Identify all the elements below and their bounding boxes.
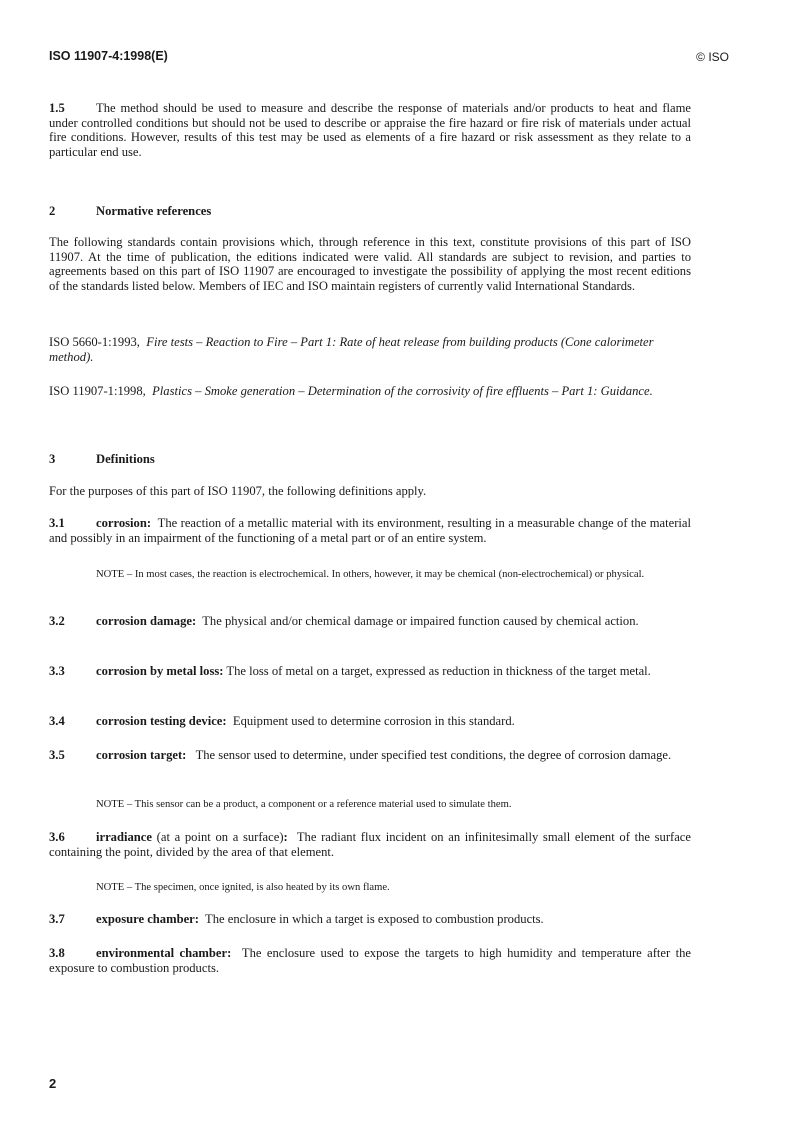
definition-number: 3.4 — [49, 714, 65, 728]
section-title: Normative references — [96, 204, 212, 218]
definition-3-3 — [49, 664, 691, 679]
note-3-5: NOTE – This sensor can be a product, a component or a reference material used to simulate them. — [96, 799, 512, 810]
definition-text: Equipment used to determine corrosion in this standard. — [232, 714, 515, 728]
definition-term: corrosion testing device: — [96, 714, 227, 728]
definition-3-6 — [49, 830, 691, 859]
definition-number: 3.7 — [49, 912, 65, 926]
note-3-1: NOTE – In most cases, the reaction is electrochemical. In others, however, it may be chemical (non-electrochemical) or physical. — [96, 569, 645, 580]
definition-number: 3.2 — [49, 614, 65, 628]
definition-text: The physical and/or chemical damage or impaired function caused by chemical action. — [202, 614, 639, 628]
definition-3-5 — [49, 748, 691, 763]
copyright-mark: © ISO — [696, 50, 729, 64]
reference-id: ISO 11907-1:1998, — [49, 384, 146, 398]
reference-title: Plastics – Smoke generation – Determination of the corrosivity of fire effluents – Part 1: Guidance. — [152, 384, 653, 398]
definition-term: corrosion by metal loss: — [96, 664, 224, 678]
note-3-6: NOTE – The specimen, once ignited, is also heated by its own flame. — [96, 882, 390, 893]
definition-term: irradiance — [96, 830, 152, 844]
section-heading-2 — [49, 204, 691, 219]
section-number: 2 — [49, 204, 56, 218]
definition-text: The enclosure in which a target is exposed to combustion products. — [205, 912, 544, 926]
definition-text: The sensor used to determine, under specified test conditions, the degree of corrosion damage. — [195, 748, 672, 762]
definition-number: 3.6 — [49, 830, 65, 844]
definition-text: The enclosure used to expose the targets to high humidity and temperature after the exposure to combustion products. — [49, 946, 691, 975]
definition-number: 3.3 — [49, 664, 65, 678]
definition-text: The reaction of a metallic material with its environment, resulting in a measurable change of the material and possibly in an impairment of the functioning of a metal part or of an entire system. — [49, 516, 691, 545]
definition-term: corrosion: — [96, 516, 152, 530]
clause-number: 1.5 — [49, 101, 65, 115]
definition-number: 3.1 — [49, 516, 65, 530]
definition-colon: : — [283, 830, 288, 844]
definition-qualifier: (at a point on a surface) — [156, 830, 284, 844]
clause-1-5 — [49, 101, 691, 159]
section-heading-3 — [49, 452, 691, 467]
definitions-intro: For the purposes of this part of ISO 11907, the following definitions apply. — [49, 484, 427, 498]
reference-title: Fire tests – Reaction to Fire – Part 1: Rate of heat release from building products (Cone calorimeter method). — [49, 335, 654, 364]
reference-id: ISO 5660-1:1993, — [49, 335, 140, 349]
section-title: Definitions — [96, 452, 155, 466]
definition-3-8 — [49, 946, 691, 975]
definition-number: 3.5 — [49, 748, 65, 762]
definition-number: 3.8 — [49, 946, 65, 960]
definition-term: corrosion damage: — [96, 614, 197, 628]
section-number: 3 — [49, 452, 56, 466]
definition-3-4 — [49, 714, 691, 729]
page-number: 2 — [49, 1076, 57, 1091]
clause-text: The method should be used to measure and describe the response of materials and/or products to heat and flame under controlled conditions but should not be used to describe or appraise the fire hazard or fire risk of materials under actual fire conditions. However, results of this test may be used as elements of a fire hazard or risk assessment as they relate to a particular end use. — [49, 101, 691, 159]
reference-1 — [49, 335, 691, 364]
definition-term: corrosion target: — [96, 748, 187, 762]
reference-2 — [49, 384, 691, 399]
definition-3-2 — [49, 614, 691, 629]
definition-text: The loss of metal on a target, expressed as reduction in thickness of the target metal. — [226, 664, 651, 678]
definition-text: The radiant flux incident on an infinitesimally small element of the surface containing the point, divided by the area of that element. — [49, 830, 691, 859]
definition-term: exposure chamber: — [96, 912, 199, 926]
definition-term: environmental chamber: — [96, 946, 232, 960]
document-id: ISO 11907-4:1998(E) — [49, 49, 168, 63]
definition-3-7 — [49, 912, 691, 927]
definition-3-1 — [49, 516, 691, 545]
normative-intro: The following standards contain provisions which, through reference in this text, constitute provisions of this part of ISO 11907. At the time of publication, the editions indicated were valid. All standards are subject to revision, and parties to agreements based on this part of ISO 11907 are encouraged to investigate the possibility of applying the most recent editions of the standards listed below. Members of IEC and ISO maintain registers of currently valid International Standards. — [49, 235, 691, 293]
